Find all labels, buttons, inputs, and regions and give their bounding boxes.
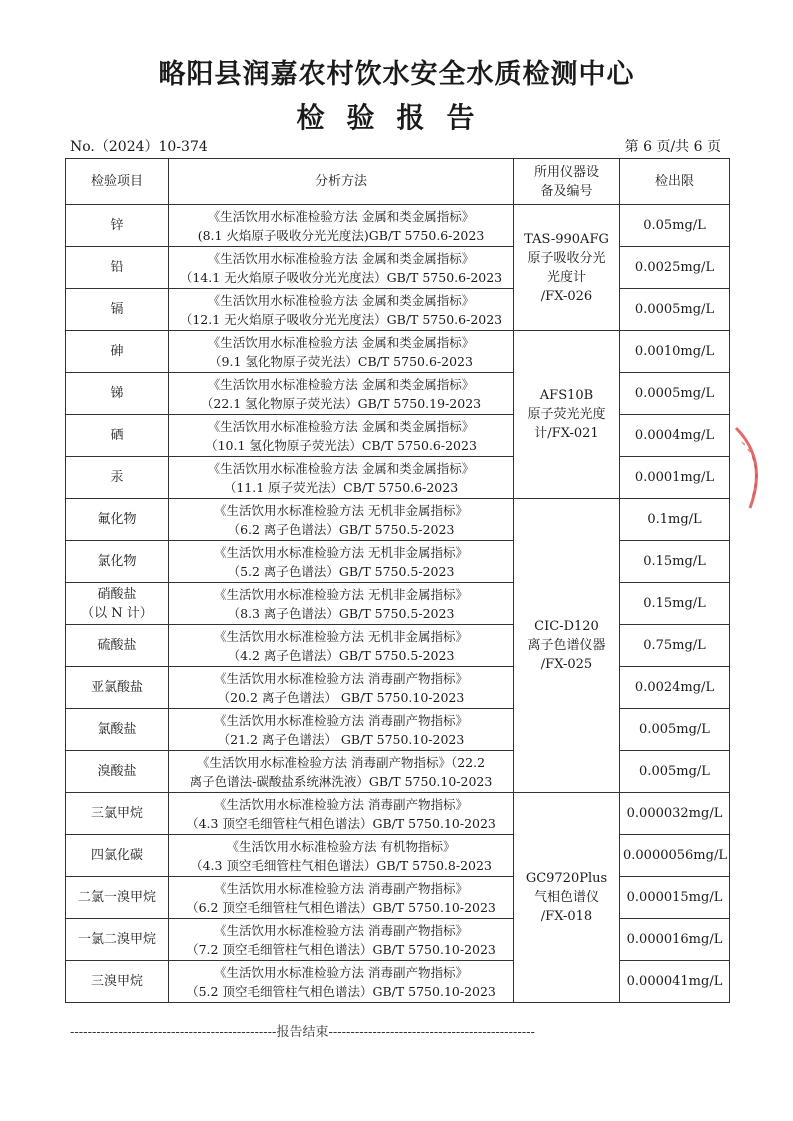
item-cell	[66, 919, 169, 961]
detection-limit-cell: 0.000016mg/L	[620, 919, 730, 961]
instrument-label-line: 离子色谱仪器	[527, 638, 606, 653]
table-row	[66, 457, 730, 499]
instrument-label-line: GC9720Plus	[525, 871, 608, 886]
item-name: 氟化物	[97, 512, 137, 527]
method-cell	[169, 961, 514, 1003]
item-cell	[66, 289, 169, 331]
item-cell	[66, 415, 169, 457]
method-clause: （21.2 离子色谱法） GB/T 5750.10-2023	[217, 731, 465, 747]
item-cell	[66, 835, 169, 877]
method-cell	[169, 667, 514, 709]
item-name: 汞	[110, 470, 124, 485]
dash-left: -----------------------------------------------	[70, 1025, 277, 1040]
method-cell	[169, 373, 514, 415]
item-name: 硝酸盐	[97, 586, 137, 602]
method-cell	[169, 751, 514, 793]
table-row	[66, 709, 730, 751]
method-standard: 《生活饮用水标准检验方法 消毒副产物指标》（22.2	[196, 754, 486, 770]
report-subtitle: 检验报告	[296, 101, 497, 134]
detection-limit-cell: 0.0004mg/L	[620, 415, 730, 457]
detection-limit-cell: 0.75mg/L	[620, 625, 730, 667]
instrument-label-line: 气相色谱仪	[533, 890, 599, 905]
instrument-label-line: TAS-990AFG	[524, 231, 609, 247]
item-cell	[66, 541, 169, 583]
method-clause: （5.2 离子色谱法）GB/T 5750.5-2023	[227, 563, 455, 579]
item-name: 锑	[110, 386, 124, 401]
method-standard: 《生活饮用水标准检验方法 无机非金属指标》	[214, 502, 468, 518]
method-clause: （4.2 离子色谱法）GB/T 5750.5-2023	[227, 647, 455, 663]
item-cell	[66, 205, 169, 247]
table-body	[66, 205, 730, 1003]
table-row	[66, 289, 730, 331]
item-cell	[66, 247, 169, 289]
method-standard: 《生活饮用水标准检验方法 金属和类金属指标》	[207, 376, 475, 392]
method-cell	[169, 793, 514, 835]
method-standard: 《生活饮用水标准检验方法 消毒副产物指标》	[214, 964, 468, 980]
item-name: 锌	[110, 218, 124, 233]
item-name: 镉	[110, 302, 124, 317]
item-cell	[66, 625, 169, 667]
table-row	[66, 667, 730, 709]
item-name: 砷	[110, 344, 124, 359]
detection-limit-cell: 0.15mg/L	[620, 583, 730, 625]
method-cell	[169, 247, 514, 289]
table-row	[66, 205, 730, 247]
seal-stamp-icon	[728, 420, 793, 510]
method-clause: （4.3 顶空毛细管柱气相色谱法）GB/T 5750.10-2023	[186, 815, 496, 831]
method-cell	[169, 625, 514, 667]
instrument-label-line: 原子吸收分光	[527, 250, 606, 266]
instrument-label-line: CIC-D120	[534, 619, 599, 634]
item-cell	[66, 331, 169, 373]
method-clause: （4.3 顶空毛细管柱气相色谱法）GB/T 5750.8-2023	[190, 857, 492, 873]
method-cell	[169, 457, 514, 499]
method-clause: （6.2 顶空毛细管柱气相色谱法）GB/T 5750.10-2023	[186, 899, 496, 915]
method-standard: 《生活饮用水标准检验方法 消毒副产物指标》	[214, 922, 468, 938]
method-clause: （14.1 无火焰原子吸收分光光度法）GB/T 5750.6-2023	[179, 269, 503, 285]
item-cell	[66, 499, 169, 541]
detection-limit-cell: 0.15mg/L	[620, 541, 730, 583]
method-standard: 《生活饮用水标准检验方法 消毒副产物指标》	[214, 880, 468, 896]
method-clause: 离子色谱法-碳酸盐系统淋洗液）GB/T 5750.10-2023	[189, 773, 493, 789]
column-header-method: 分析方法	[169, 159, 514, 205]
detection-limit-cell: 0.0005mg/L	[620, 289, 730, 331]
method-cell	[169, 499, 514, 541]
method-clause: （20.2 离子色谱法） GB/T 5750.10-2023	[217, 689, 465, 705]
column-header-item: 检验项目	[66, 159, 169, 205]
table-row	[66, 247, 730, 289]
item-cell	[66, 961, 169, 1003]
column-header-instrument: 所用仪器设备及编号	[514, 159, 620, 205]
instrument-label-line: 光度计	[546, 269, 586, 285]
method-standard: 《生活饮用水标准检验方法 金属和类金属指标》	[207, 418, 475, 434]
detection-limit-cell: 0.005mg/L	[620, 751, 730, 793]
detection-limit-cell: 0.05mg/L	[620, 205, 730, 247]
instrument-label-line: /FX-025	[540, 657, 593, 672]
method-clause: (8.1 火焰原子吸收分光光度法)GB/T 5750.6-2023	[197, 227, 485, 243]
method-standard: 《生活饮用水标准检验方法 消毒副产物指标》	[214, 670, 468, 686]
item-note: （以 N 计）	[81, 605, 153, 621]
instrument-label-line: /FX-018	[540, 909, 593, 924]
method-cell	[169, 709, 514, 751]
method-clause: （11.1 原子荧光法）CB/T 5750.6-2023	[223, 479, 459, 495]
method-clause: （22.1 氢化物原子荧光法）GB/T 5750.19-2023	[200, 395, 482, 411]
detection-limit-cell: 0.000041mg/L	[620, 961, 730, 1003]
item-name: 铅	[110, 260, 124, 275]
table-row	[66, 835, 730, 877]
page-number: 第 6 页/共 6 页	[624, 139, 721, 155]
dash-right: -----------------------------------------------	[328, 1025, 535, 1040]
table-row	[66, 415, 730, 457]
test-results-table	[65, 158, 730, 1003]
item-name: 三溴甲烷	[90, 974, 143, 989]
method-clause: （8.3 离子色谱法）GB/T 5750.5-2023	[227, 605, 455, 621]
item-name: 氯化物	[97, 554, 137, 569]
method-cell	[169, 205, 514, 247]
table-row	[66, 331, 730, 373]
item-name: 硒	[110, 428, 124, 443]
method-standard: 《生活饮用水标准检验方法 金属和类金属指标》	[207, 292, 475, 308]
detection-limit-cell: 0.0024mg/L	[620, 667, 730, 709]
method-clause: （5.2 顶空毛细管柱气相色谱法）GB/T 5750.10-2023	[186, 983, 496, 999]
method-standard: 《生活饮用水标准检验方法 无机非金属指标》	[214, 586, 468, 602]
method-clause: （10.1 氢化物原子荧光法）CB/T 5750.6-2023	[205, 437, 477, 453]
instrument-label-line: /FX-026	[540, 288, 593, 304]
detection-limit-cell: 0.0001mg/L	[620, 457, 730, 499]
method-cell	[169, 877, 514, 919]
method-cell	[169, 289, 514, 331]
instrument-cell	[514, 205, 620, 331]
method-clause: （12.1 无火焰原子吸收分光光度法）GB/T 5750.6-2023	[179, 311, 503, 327]
item-name: 亚氯酸盐	[90, 680, 143, 695]
instrument-cell	[514, 331, 620, 499]
detection-limit-cell: 0.1mg/L	[620, 499, 730, 541]
table-row	[66, 961, 730, 1003]
method-clause: （6.2 离子色谱法）GB/T 5750.5-2023	[227, 521, 455, 537]
item-name: 一氯二溴甲烷	[77, 932, 156, 947]
table-row	[66, 793, 730, 835]
column-header-limit: 检出限	[620, 159, 730, 205]
instrument-cell	[514, 793, 620, 1003]
item-cell	[66, 583, 169, 625]
instrument-label-line: 计/FX-021	[534, 426, 599, 441]
report-title: 略阳县润嘉农村饮水安全水质检测中心	[158, 59, 635, 90]
table-row	[66, 625, 730, 667]
item-name: 氯酸盐	[97, 722, 137, 737]
report-end-text: 报告结束	[276, 1025, 329, 1040]
detection-limit-cell: 0.000015mg/L	[620, 877, 730, 919]
method-cell	[169, 835, 514, 877]
item-name: 二氯一溴甲烷	[77, 890, 156, 905]
report-number: No.（2024）10-374	[70, 139, 208, 155]
item-name: 硫酸盐	[97, 638, 137, 653]
detection-limit-cell: 0.000032mg/L	[620, 793, 730, 835]
item-cell	[66, 667, 169, 709]
table-row	[66, 373, 730, 415]
method-standard: 《生活饮用水标准检验方法 金属和类金属指标》	[207, 208, 475, 224]
detection-limit-cell: 0.0005mg/L	[620, 373, 730, 415]
table-row	[66, 919, 730, 961]
item-name: 三氯甲烷	[90, 806, 143, 821]
detection-limit-cell: 0.0000056mg/L	[620, 835, 730, 877]
instrument-cell	[514, 499, 620, 793]
method-standard: 《生活饮用水标准检验方法 金属和类金属指标》	[207, 250, 475, 266]
method-standard: 《生活饮用水标准检验方法 无机非金属指标》	[214, 544, 468, 560]
item-cell	[66, 751, 169, 793]
item-name: 四氯化碳	[90, 848, 143, 863]
method-standard: 《生活饮用水标准检验方法 消毒副产物指标》	[214, 712, 468, 728]
table-row	[66, 583, 730, 625]
instrument-label-line: 原子荧光光度	[527, 407, 606, 422]
table-header-row	[66, 159, 730, 205]
method-cell	[169, 541, 514, 583]
method-standard: 《生活饮用水标准检验方法 金属和类金属指标》	[207, 460, 475, 476]
method-clause: （7.2 顶空毛细管柱气相色谱法）GB/T 5750.10-2023	[186, 941, 496, 957]
method-cell	[169, 331, 514, 373]
item-cell	[66, 793, 169, 835]
method-cell	[169, 919, 514, 961]
method-standard: 《生活饮用水标准检验方法 有机物指标》	[226, 838, 456, 854]
detection-limit-cell: 0.0010mg/L	[620, 331, 730, 373]
table-row	[66, 877, 730, 919]
detection-limit-cell: 0.005mg/L	[620, 709, 730, 751]
detection-limit-cell: 0.0025mg/L	[620, 247, 730, 289]
method-cell	[169, 583, 514, 625]
table-row	[66, 541, 730, 583]
method-standard: 《生活饮用水标准检验方法 无机非金属指标》	[214, 628, 468, 644]
method-clause: （9.1 氢化物原子荧光法）CB/T 5750.6-2023	[209, 353, 473, 369]
item-cell	[66, 457, 169, 499]
table-row	[66, 499, 730, 541]
item-cell	[66, 877, 169, 919]
report-end-line	[70, 1021, 730, 1040]
method-standard: 《生活饮用水标准检验方法 金属和类金属指标》	[207, 334, 475, 350]
instrument-label-line: AFS10B	[539, 388, 594, 403]
method-cell	[169, 415, 514, 457]
item-cell	[66, 373, 169, 415]
item-cell	[66, 709, 169, 751]
method-standard: 《生活饮用水标准检验方法 消毒副产物指标》	[214, 796, 468, 812]
table-row	[66, 751, 730, 793]
item-name: 溴酸盐	[97, 764, 137, 779]
